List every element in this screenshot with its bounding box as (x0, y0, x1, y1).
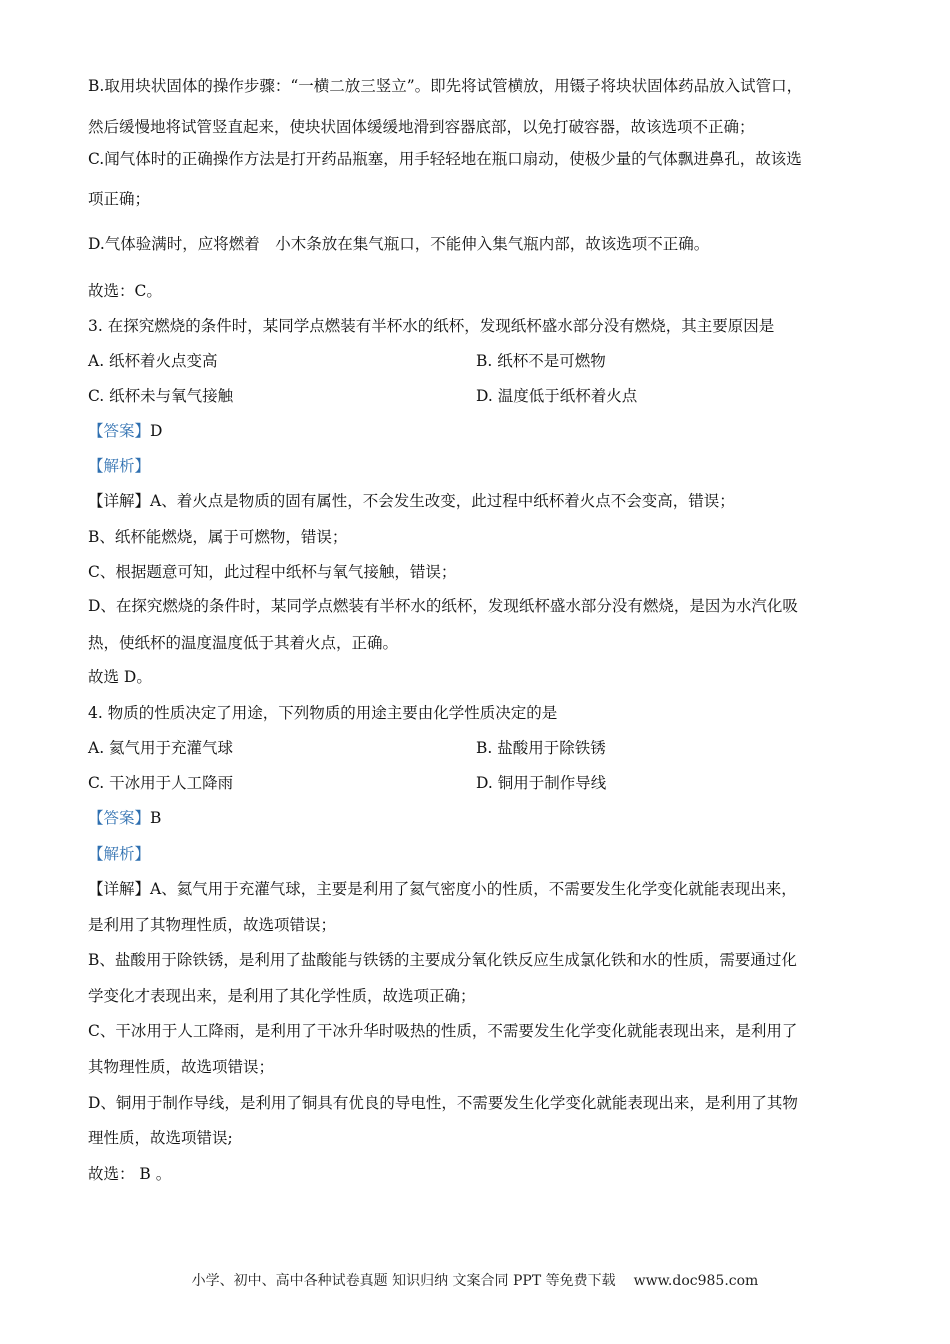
q2-option-b-explanation-line2: 然后缓慢地将试管竖直起来，使块状固体缓缓地滑到容器底部，以免打破容器，故该选项不正确； (88, 118, 755, 136)
footer-text: 小学、初中、高中各种试卷真题 知识归纳 文案合同 PPT 等免费下载 (191, 1273, 616, 1289)
q4-answer (88, 808, 161, 828)
q2-option-d-explanation: D.气体验满时，应将燃着 小木条放在集气瓶口，不能伸入集气瓶内部，故该选项不正确。 (88, 235, 710, 253)
q3-option-c: C. 纸杯未与氧气接触 (88, 387, 234, 405)
q3-question: 3. 在探究燃烧的条件时，某同学点燃装有半杯水的纸杯，发现纸杯盛水部分没有燃烧，其主要原因是 (88, 317, 775, 335)
q3-detail-line: C、根据题意可知，此过程中纸杯与氧气接触，错误； (88, 563, 457, 581)
q4-option-d: D. 铜用于制作导线 (476, 774, 607, 792)
q3-analysis-tag: 【解析】 (88, 457, 151, 475)
q2-conclusion: 故选：C。 (88, 282, 162, 300)
q4-option-a: A. 氦气用于充灌气球 (88, 739, 234, 757)
q3-detail-line: 【详解】A、着火点是物质的固有属性，不会发生改变，此过程中纸杯着火点不会变高，错误； (88, 492, 735, 510)
q4-answer-tag: 【答案】 (88, 809, 151, 827)
q4-option-b: B. 盐酸用于除铁锈 (476, 739, 606, 757)
q4-answer-value: B (150, 809, 162, 827)
q3-option-b: B. 纸杯不是可燃物 (476, 352, 606, 370)
footer-site-link[interactable]: www.doc985.com (633, 1273, 759, 1289)
q4-detail-line: 其物理性质，故选项错误； (88, 1058, 275, 1076)
q2-option-c-explanation-line1: C.闻气体时的正确操作方法是打开药品瓶塞，用手轻轻地在瓶口扇动，使极少量的气体飘进鼻孔，故该选 (88, 150, 802, 168)
q2-option-b-explanation-line1: B.取用块状固体的操作步骤：“一横二放三竖立”。即先将试管横放，用镊子将块状固体药品放入试管口， (88, 77, 803, 95)
q3-answer-tag: 【答案】 (88, 422, 151, 440)
q4-detail-line: D、铜用于制作导线，是利用了铜具有优良的导电性，不需要发生化学变化就能表现出来，是利用了其物 (88, 1094, 798, 1112)
q4-option-c: C. 干冰用于人工降雨 (88, 774, 234, 792)
q3-conclusion: 故选 D。 (88, 668, 152, 686)
q3-answer (88, 421, 162, 441)
q2-option-c-explanation-line2: 项正确； (88, 190, 151, 208)
q4-analysis-tag: 【解析】 (88, 845, 151, 863)
q4-detail-line: 理性质，故选项错误; (88, 1129, 233, 1147)
q4-conclusion: 故选： B 。 (88, 1165, 172, 1183)
q3-detail-line: B、纸杯能燃烧，属于可燃物，错误； (88, 528, 348, 546)
q4-detail-line: 是利用了其物理性质，故选项错误； (88, 916, 337, 934)
q4-detail-line: B、盐酸用于除铁锈，是利用了盐酸能与铁锈的主要成分氧化铁反应生成氯化铁和水的性质，需要通过化 (88, 951, 797, 969)
q4-detail-line: 【详解】A、氦气用于充灌气球，主要是利用了氦气密度小的性质，不需要发生化学变化就能表现出来， (88, 880, 797, 898)
q4-detail-line: C、干冰用于人工降雨，是利用了干冰升华时吸热的性质，不需要发生化学变化就能表现出来，是利用了 (88, 1022, 798, 1040)
q3-detail-line: D、在探究燃烧的条件时，某同学点燃装有半杯水的纸杯，发现纸杯盛水部分没有燃烧，是因为水汽化吸 (88, 597, 798, 615)
q3-option-a: A. 纸杯着火点变高 (88, 352, 218, 370)
q3-answer-value: D (150, 422, 163, 440)
q3-detail-line: 热，使纸杯的温度温度低于其着火点，正确。 (88, 634, 399, 652)
page-footer (0, 1270, 950, 1290)
q3-option-d: D. 温度低于纸杯着火点 (476, 387, 638, 405)
q4-question: 4. 物质的性质决定了用途，下列物质的用途主要由化学性质决定的是 (88, 704, 558, 722)
q4-detail-line: 学变化才表现出来，是利用了其化学性质，故选项正确； (88, 987, 476, 1005)
